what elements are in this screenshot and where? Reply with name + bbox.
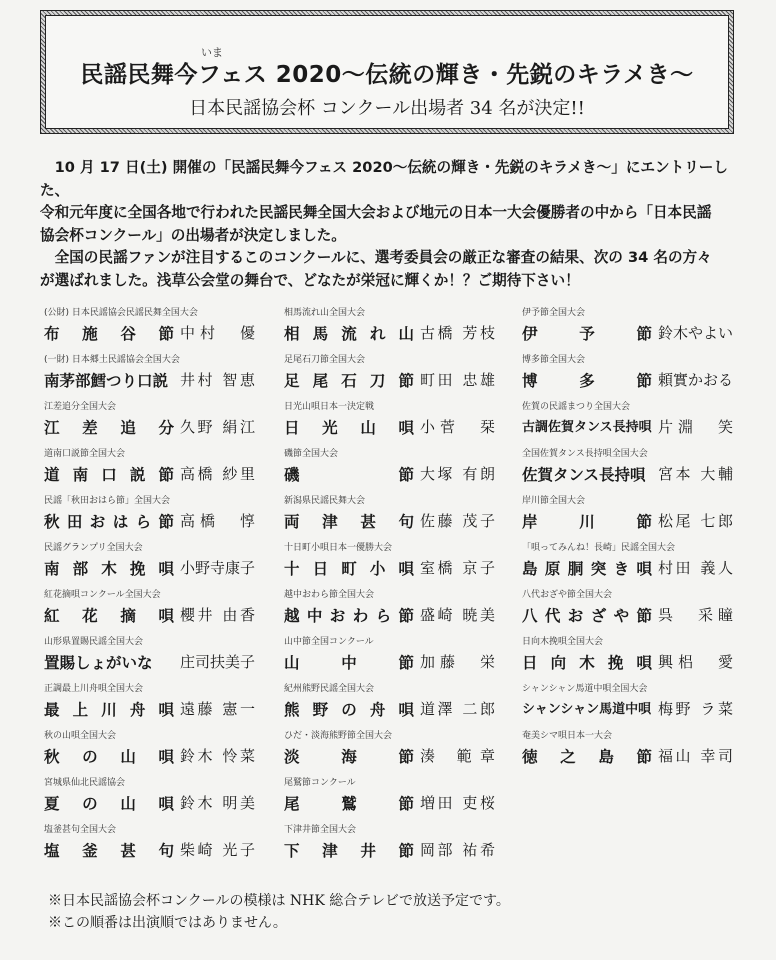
song-title: 江差追分 bbox=[44, 419, 174, 437]
song-title: 南部木挽唄 bbox=[44, 560, 174, 578]
note-line: ※日本民謡協会杯コンクールの模様は NHK 総合テレビで放送予定です。 bbox=[48, 893, 510, 909]
performer-name: 梅野 ラ菜 bbox=[658, 700, 733, 718]
contest-name: 足尾石刀節全国大会 bbox=[284, 355, 366, 365]
list-item bbox=[522, 540, 772, 587]
contest-name: 全国佐賀タンス長持唄全国大会 bbox=[522, 449, 648, 459]
song-title: 岸川節 bbox=[522, 513, 652, 531]
contest-name: (公財) 日本民謡協会民謡民舞全国大会 bbox=[44, 308, 198, 318]
intro-line: 全国の民謡ファンが注目するこのコンクールに、選考委員会の厳正な審査の結果、次の 34 名の方々 bbox=[54, 249, 712, 266]
performer-name: 小菅 栞 bbox=[420, 418, 495, 436]
performer-name: 頼實かおる bbox=[658, 371, 734, 389]
performer-name: 井村 智恵 bbox=[180, 371, 255, 389]
contest-name: 民謡「秋田おはら節」全国大会 bbox=[44, 496, 171, 506]
contest-name: 紀州熊野民謡全国大会 bbox=[284, 684, 375, 694]
contest-name: 十日町小唄日本一優勝大会 bbox=[284, 543, 393, 553]
song-title: シャンシャン馬道中唄 bbox=[522, 702, 652, 717]
list-item bbox=[522, 634, 772, 681]
list-item bbox=[284, 493, 534, 540]
contest-name: 正調最上川舟唄全国大会 bbox=[44, 684, 144, 694]
list-item bbox=[44, 822, 294, 869]
song-title: 布施谷節 bbox=[44, 325, 174, 343]
performer-name: 道澤 二郎 bbox=[420, 700, 495, 718]
entries-column bbox=[44, 305, 294, 869]
song-title: 秋の山唄 bbox=[44, 748, 174, 766]
song-title: 山中節 bbox=[284, 654, 414, 672]
performer-name: 鈴木 明美 bbox=[180, 794, 255, 812]
contest-name: 江差追分全国大会 bbox=[44, 402, 117, 412]
song-title: 置賜しょがいな bbox=[44, 654, 153, 672]
song-title: 徳之島節 bbox=[522, 748, 652, 766]
song-title: 塩釜甚句 bbox=[44, 842, 174, 860]
contest-name: ひだ・淡海熊野節全国大会 bbox=[284, 731, 393, 741]
list-item bbox=[284, 775, 534, 822]
performer-name: 遠藤 憲一 bbox=[180, 700, 255, 718]
contest-name: (一財) 日本郷土民謡協会全国大会 bbox=[44, 355, 180, 365]
performer-name: 村田 義人 bbox=[658, 559, 733, 577]
performer-name: 福山 幸司 bbox=[658, 747, 733, 765]
list-item bbox=[44, 305, 294, 352]
performer-name: 古橋 芳枝 bbox=[420, 324, 495, 342]
list-item bbox=[522, 728, 772, 775]
song-title: 熊野の舟唄 bbox=[284, 701, 414, 719]
contest-name: 博多節全国大会 bbox=[522, 355, 586, 365]
list-item bbox=[284, 634, 534, 681]
page-subtitle: 日本民謡協会杯 コンクール出場者 34 名が決定!! bbox=[189, 98, 585, 119]
performer-name: 小野寺康子 bbox=[180, 559, 256, 577]
performer-name: 町田 忠雄 bbox=[420, 371, 495, 389]
contest-name: 道南口説節全国大会 bbox=[44, 449, 126, 459]
song-title: 最上川舟唄 bbox=[44, 701, 174, 719]
intro-line: 10 月 17 日(土) 開催の「民謡民舞今フェス 2020〜伝統の輝き・先鋭のキラメき〜」にエントリーした、 bbox=[40, 159, 728, 199]
notes bbox=[48, 890, 510, 934]
contest-name: 新潟県民謡民舞大会 bbox=[284, 496, 366, 506]
contest-name: 磯節全国大会 bbox=[284, 449, 339, 459]
contest-name: 紅花摘唄コンクール全国大会 bbox=[44, 590, 161, 600]
song-title: 島原胴突き唄 bbox=[522, 560, 652, 578]
contest-name: 「唄ってみんね！長崎」民謡全国大会 bbox=[522, 543, 676, 553]
song-title: 両津甚句 bbox=[284, 513, 414, 531]
entries-column bbox=[522, 305, 772, 775]
list-item bbox=[44, 681, 294, 728]
contest-name: 日光山唄日本一決定戦 bbox=[284, 402, 375, 412]
contest-name: 日向木挽唄全国大会 bbox=[522, 637, 604, 647]
list-item bbox=[284, 728, 534, 775]
intro-line: 令和元年度に全国各地で行われた民謡民舞全国大会および地元の日本一大会優勝者の中から「日本民謡 bbox=[40, 204, 712, 221]
list-item bbox=[284, 540, 534, 587]
contest-name: 山中節全国コンクール bbox=[284, 637, 374, 647]
song-title: 秋田おはら節 bbox=[44, 513, 174, 531]
list-item bbox=[284, 399, 534, 446]
contest-name: 越中おわら節全国大会 bbox=[284, 590, 375, 600]
song-title: 淡海節 bbox=[284, 748, 414, 766]
list-item bbox=[44, 446, 294, 493]
list-item bbox=[44, 399, 294, 446]
list-item bbox=[284, 587, 534, 634]
intro-line: が選ばれました。浅草公会堂の舞台で、どなたが栄冠に輝くか！？ご期待下さい！ bbox=[40, 271, 580, 289]
list-item bbox=[44, 587, 294, 634]
list-item bbox=[522, 493, 772, 540]
performer-name: 宮本 大輔 bbox=[658, 465, 733, 483]
performer-name: 鈴木 怜菜 bbox=[180, 747, 255, 765]
performer-name: 高橋 惇 bbox=[180, 512, 255, 530]
contest-name: 民謡グランプリ全国大会 bbox=[44, 543, 143, 553]
song-title: 伊予節 bbox=[522, 325, 652, 343]
song-title: 夏の山唄 bbox=[44, 795, 174, 813]
list-item bbox=[522, 587, 772, 634]
song-title: 古調佐賀タンス長持唄 bbox=[522, 420, 652, 435]
list-item bbox=[284, 352, 534, 399]
song-title: 十日町小唄 bbox=[284, 560, 414, 578]
performer-name: 湊 範章 bbox=[420, 747, 495, 765]
performer-name: 岡部 祐希 bbox=[420, 841, 495, 859]
song-title: 紅花摘唄 bbox=[44, 607, 174, 625]
list-item bbox=[44, 493, 294, 540]
list-item bbox=[44, 540, 294, 587]
note-line: ※この順番は出演順ではありません。 bbox=[48, 915, 287, 931]
contest-name: 相馬流れ山全国大会 bbox=[284, 308, 366, 318]
song-title: 佐賀タンス長持唄 bbox=[522, 466, 646, 484]
song-title: 越中おわら節 bbox=[284, 607, 414, 625]
performer-name: 庄司扶美子 bbox=[180, 653, 256, 671]
performer-name: 室橋 京子 bbox=[420, 559, 495, 577]
intro-text bbox=[40, 157, 740, 292]
performer-name: 櫻井 由香 bbox=[180, 606, 255, 624]
list-item bbox=[522, 399, 772, 446]
header-box bbox=[40, 10, 734, 134]
performer-name: 呉 采瞳 bbox=[658, 606, 733, 624]
song-title: 博多節 bbox=[522, 372, 652, 390]
list-item bbox=[44, 634, 294, 681]
list-item bbox=[284, 822, 534, 869]
song-title: 磯 節 bbox=[284, 466, 414, 484]
contest-name: 八代おざや節全国大会 bbox=[522, 590, 613, 600]
contest-name: 奄美シマ唄日本一大会 bbox=[522, 731, 613, 741]
performer-name: 柴崎 光子 bbox=[180, 841, 255, 859]
performer-name: 高橋 紗里 bbox=[180, 465, 255, 483]
performer-name: 久野 絹江 bbox=[180, 418, 255, 436]
song-title: 八代おざや節 bbox=[522, 607, 652, 625]
performer-name: 盛崎 暁美 bbox=[420, 606, 495, 624]
list-item bbox=[522, 446, 772, 493]
song-title: 日向木挽唄 bbox=[522, 654, 652, 672]
song-title: 道南口説節 bbox=[44, 466, 174, 484]
intro-line: 協会杯コンクール」の出場者が決定しました。 bbox=[40, 226, 346, 244]
contest-name: シャンシャン馬道中唄全国大会 bbox=[522, 684, 648, 694]
performer-name: 佐藤 茂子 bbox=[420, 512, 495, 530]
contest-name: 尾鷲節コンクール bbox=[284, 778, 356, 788]
song-title: 日光山唄 bbox=[284, 419, 414, 437]
list-item bbox=[284, 681, 534, 728]
song-title: 尾鷲節 bbox=[284, 795, 414, 813]
performer-name: 増田 吏桜 bbox=[420, 794, 495, 812]
performer-name: 松尾 七郎 bbox=[658, 512, 733, 530]
list-item bbox=[522, 681, 772, 728]
header-inner bbox=[45, 15, 729, 129]
contest-name: 岸川節全国大会 bbox=[522, 496, 586, 506]
performer-name: 鈴木やよい bbox=[658, 324, 734, 342]
contest-name: 塩釜甚句全国大会 bbox=[44, 825, 117, 835]
contest-name: 秋の山唄全国大会 bbox=[44, 731, 117, 741]
contest-name: 山形県置賜民謡全国大会 bbox=[44, 637, 144, 647]
title-ruby: いま bbox=[201, 46, 223, 59]
contest-name: 宮城県仙北民謡協会 bbox=[44, 778, 126, 788]
song-title: 足尾石刀節 bbox=[284, 372, 414, 390]
performer-name: 中村 優 bbox=[180, 324, 255, 342]
performer-name: 興梠 愛 bbox=[658, 653, 733, 671]
performer-name: 片淵 笑 bbox=[658, 418, 733, 436]
song-title: 南茅部鱈つり口説 bbox=[44, 372, 169, 390]
performer-name: 加藤 栄 bbox=[420, 653, 495, 671]
list-item bbox=[44, 775, 294, 822]
contest-name: 伊予節全国大会 bbox=[522, 308, 586, 318]
performer-name: 大塚 有朗 bbox=[420, 465, 495, 483]
song-title: 下津井節 bbox=[284, 842, 414, 860]
song-title: 相馬流れ山 bbox=[284, 325, 414, 343]
list-item bbox=[284, 305, 534, 352]
page-title: 民謡民舞今フェス 2020〜伝統の輝き・先鋭のキラメき〜 bbox=[80, 62, 694, 88]
list-item bbox=[44, 352, 294, 399]
list-item bbox=[284, 446, 534, 493]
entries-column bbox=[284, 305, 534, 869]
list-item bbox=[522, 352, 772, 399]
contest-name: 下津井節全国大会 bbox=[284, 825, 357, 835]
list-item bbox=[522, 305, 772, 352]
list-item bbox=[44, 728, 294, 775]
contest-name: 佐賀の民謡まつり全国大会 bbox=[522, 402, 631, 412]
